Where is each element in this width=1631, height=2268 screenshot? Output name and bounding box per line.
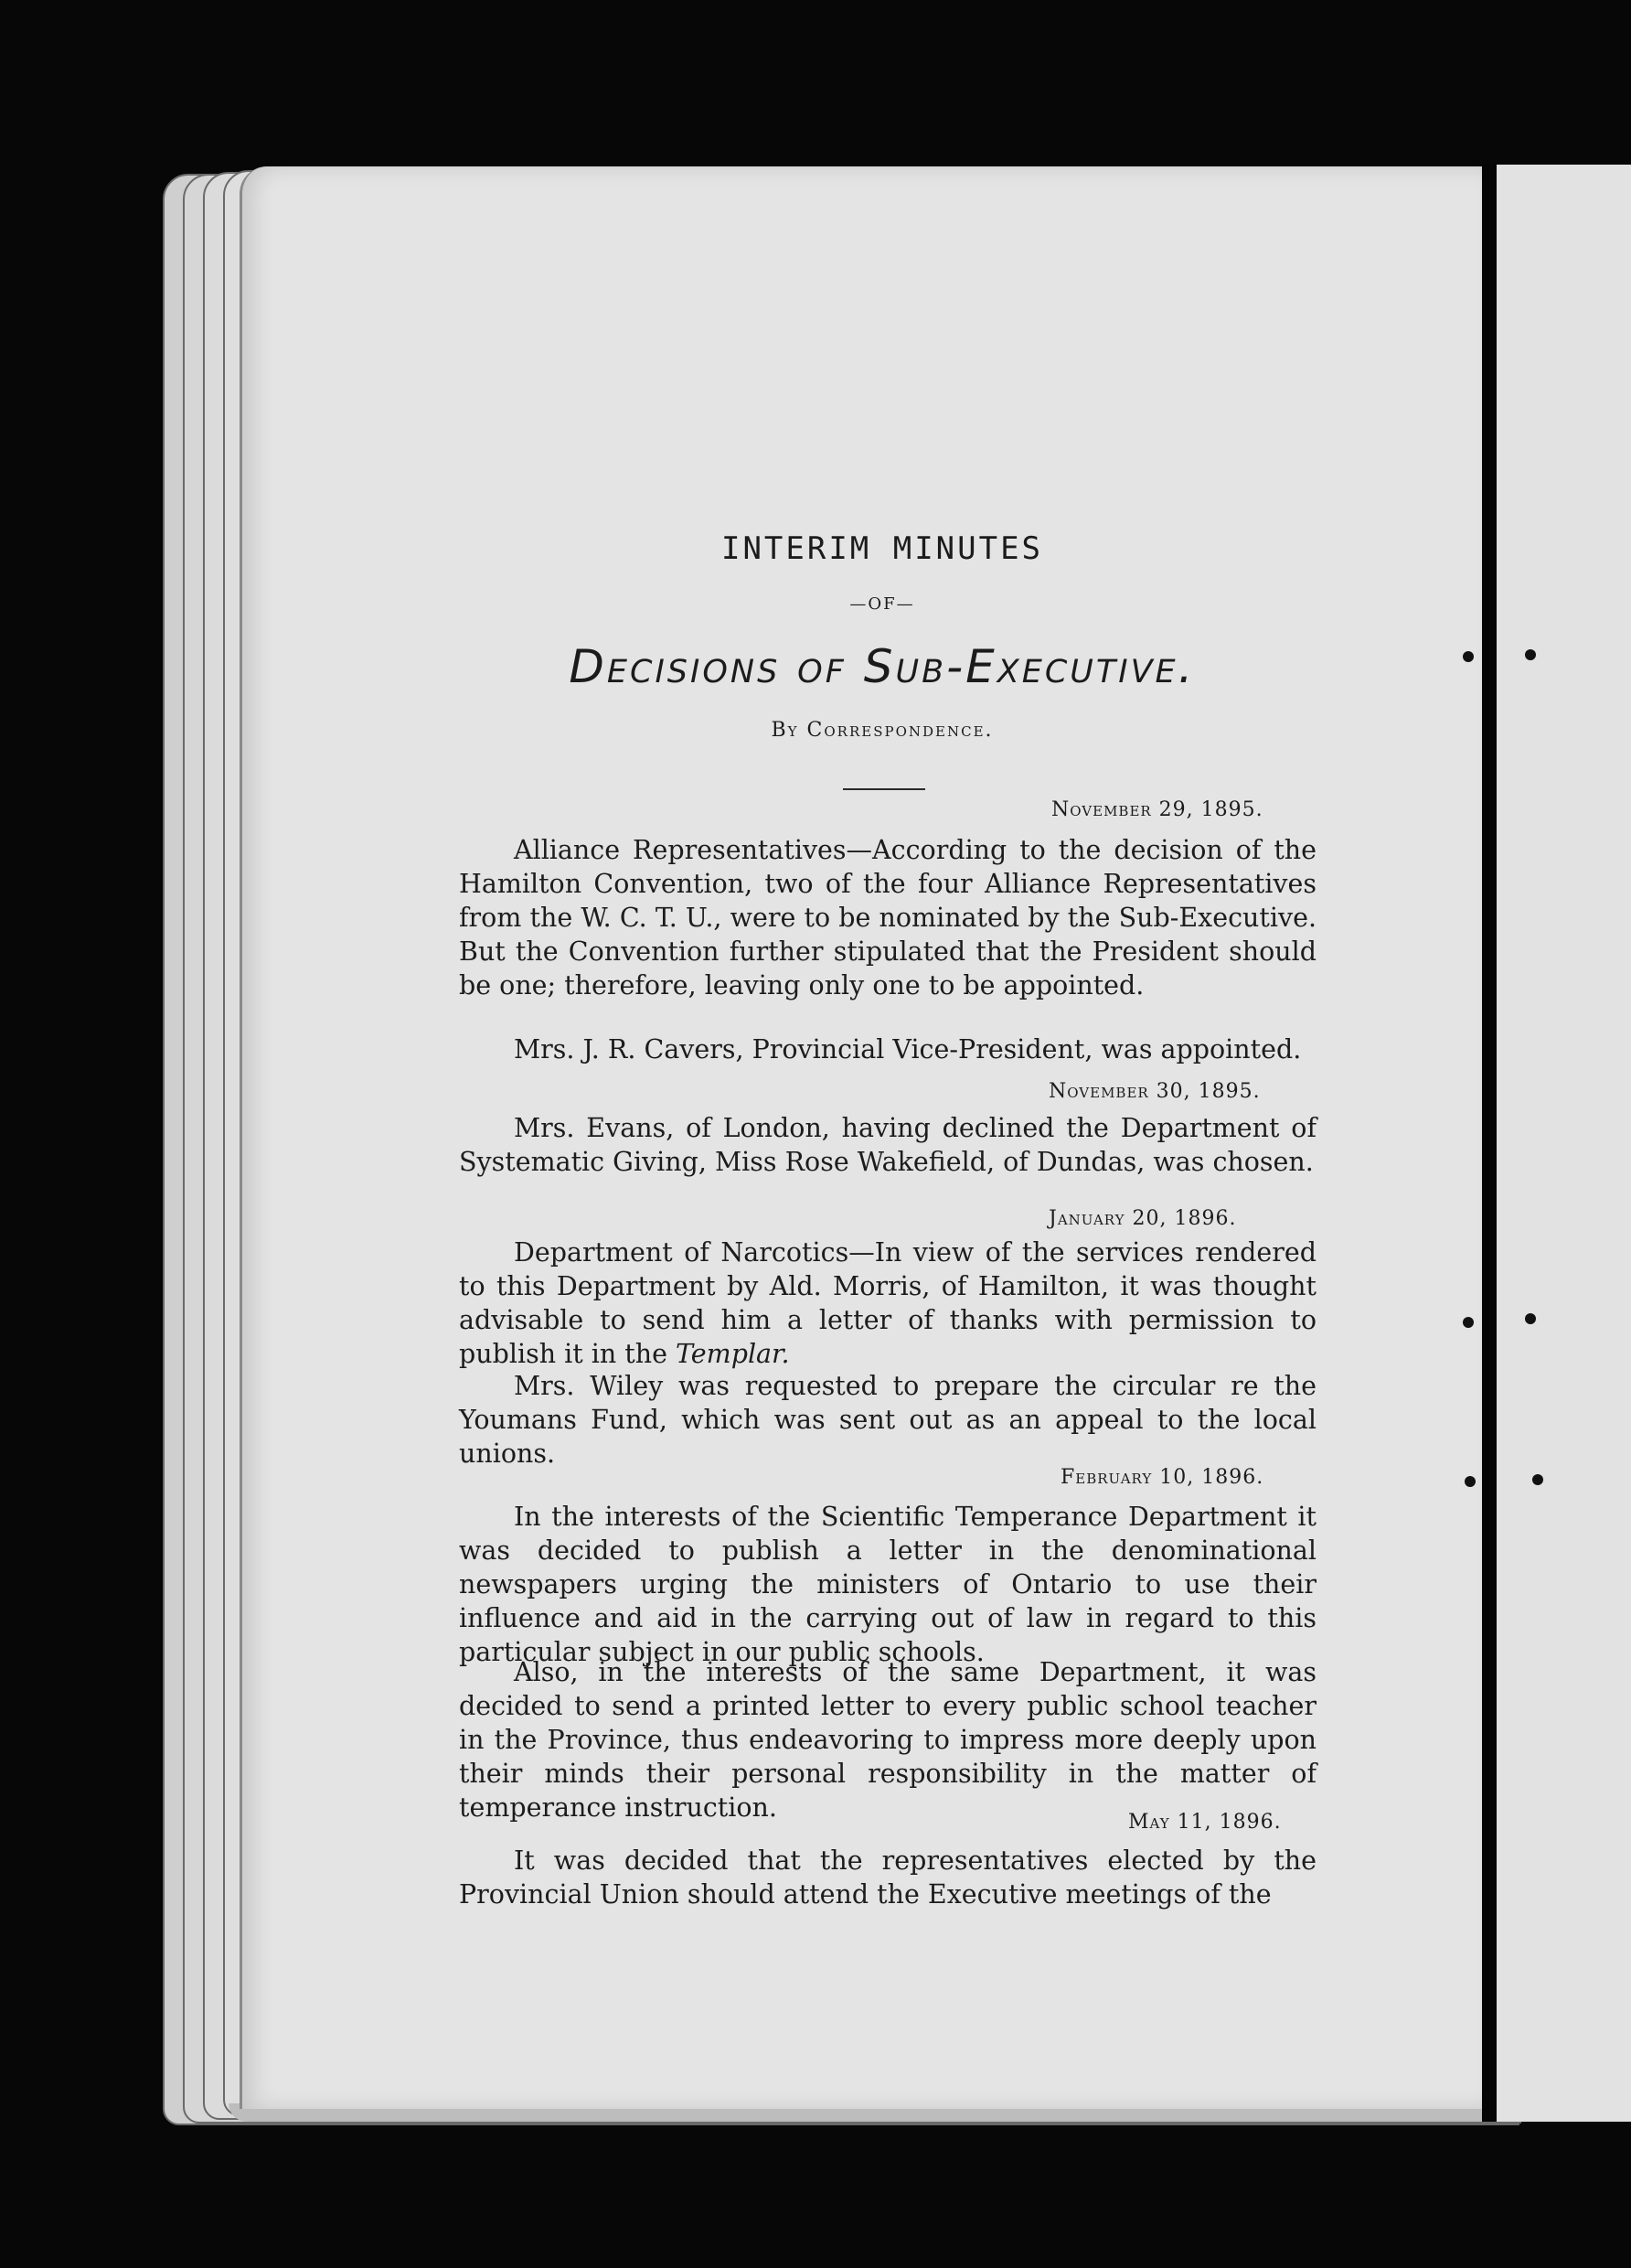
margin-mark [1465,1476,1476,1487]
entry-paragraph [459,1500,1317,1669]
entry-paragraph [459,833,1317,1002]
entry-date: November 30, 1895. [1049,1080,1261,1103]
margin-mark [1463,651,1474,662]
book-gutter [1482,165,1497,2122]
paragraph: Mrs. Evans, of London, having declined the Department of Systematic Giving, Miss Rose Wakefield, of Dundas, was chosen. [459,1113,1317,1177]
paragraph-text: Department of Narcotics—In view of the services rendered to this Department by Ald. Morris, of Hamilton, it was thought advisable to send him a letter of thanks with permission to publish it in the [459,1237,1317,1369]
entry-paragraph [459,1655,1317,1824]
margin-mark [1532,1474,1543,1485]
entry-date: January 20, 1896. [1049,1207,1237,1230]
paragraph: Mrs. Wiley was requested to prepare the circular re the Youmans Fund, which was sent out as an appeal to the local unions. [459,1371,1317,1469]
paragraph: Also, in the interests of the same Department, it was decided to send a printed letter to every public school teacher in the Province, thus endeavoring to impress more deeply upon their minds their personal responsibility in the matter of temperance instruction. [459,1657,1317,1823]
entry-date: May 11, 1896. [1128,1811,1282,1834]
margin-mark [1525,1313,1536,1324]
heading-of: —OF— [849,594,915,614]
heading-interim-minutes: INTERIM MINUTES [720,530,1044,567]
heading-rule [843,788,925,790]
entry-paragraph [459,1111,1317,1179]
paragraph: In the interests of the Scientific Temperance Department it was decided to publish a letter in the denominational newspapers urging the ministers of Ontario to use their influence and aid in the carrying out of law in regard to this particular subject in our public schools. [459,1502,1317,1667]
heading-decisions: Decisions of Sub-Executive. [569,640,1196,693]
margin-mark [1463,1317,1474,1328]
entry-paragraph [459,1369,1317,1471]
paragraph [459,1236,1317,1371]
facing-page [1497,165,1631,2122]
paragraph: Mrs. J. R. Cavers, Provincial Vice-President, was appointed. [514,1034,1302,1064]
templar-title: Templar. [676,1339,790,1369]
entry-date: November 29, 1895. [1051,798,1263,821]
entry-paragraph [459,1844,1317,1911]
margin-mark [1525,649,1536,660]
entry-paragraph [459,1236,1317,1371]
paragraph: Alliance Representatives—According to the decision of the Hamilton Convention, two of the four Alliance Representatives from the W. C. T. U., were to be nominated by the Sub-Executive. But the Convention further stipulated that the President should be one; therefore, leaving only one to be appointed. [459,835,1317,1000]
paragraph: It was decided that the representatives elected by the Provincial Union should attend the Executive meetings of the [459,1845,1317,1910]
entry-date: February 10, 1896. [1061,1466,1264,1489]
entry-paragraph [459,1032,1317,1066]
heading-by-correspondence: By Correspondence. [771,719,994,742]
